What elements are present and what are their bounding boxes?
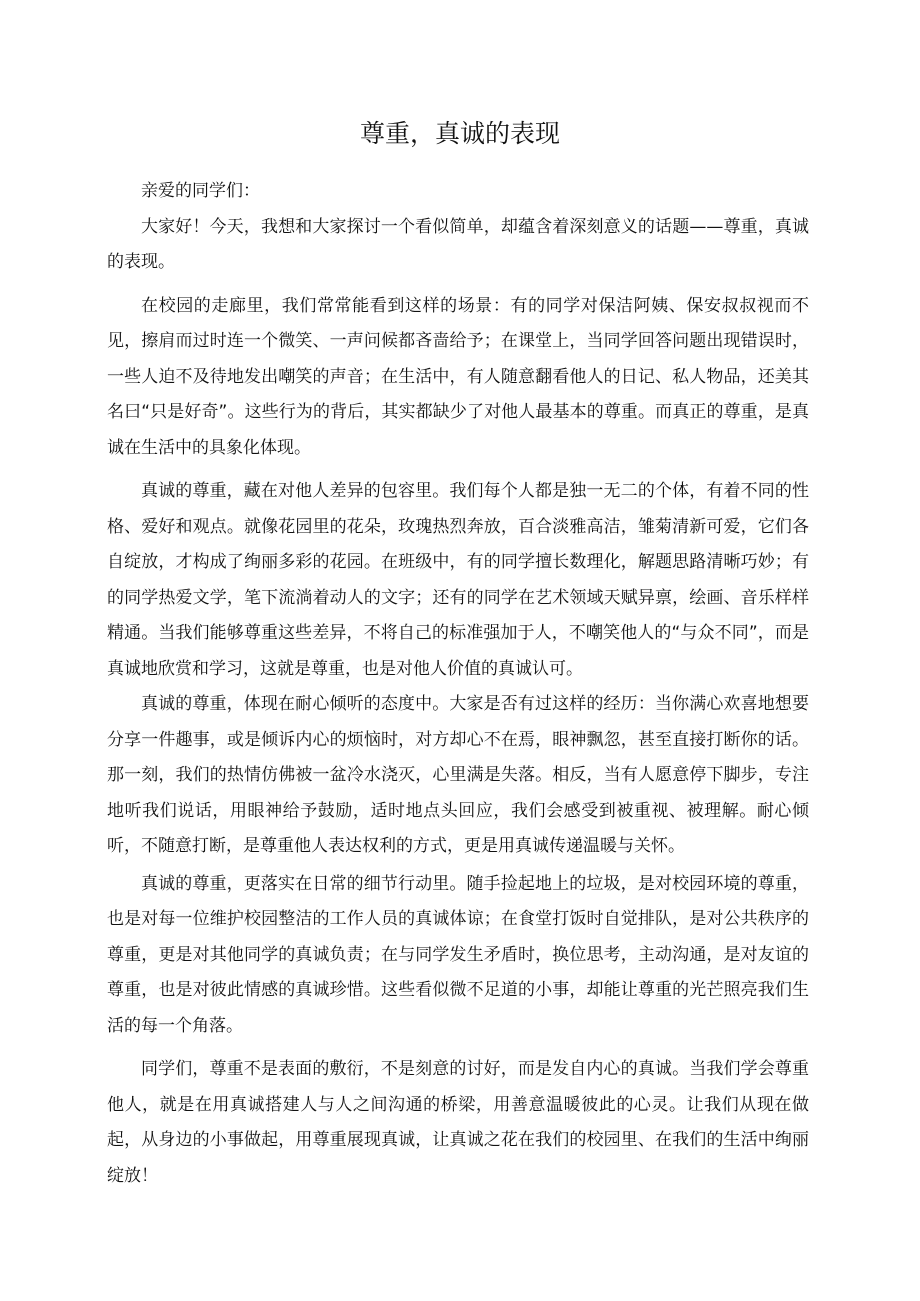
paragraph-details: 真诚的尊重，更落实在日常的细节行动里。随手捡起地上的垃圾，是对校园环境的尊重，也是对每一位维护校园整洁的工作人员的真诚体谅；在食堂打饭时自觉排队，是对公共秩序的尊重，更是对其他同学的真诚负责；在与同学发生矛盾时，换位思考，主动沟通，是对友谊的尊重，也是对彼此情感的真诚珍惜。这些看似微不足道的小事，却能让尊重的光芒照亮我们生活的每一个角落。 xyxy=(107,873,809,1036)
paragraph-greeting: 亲爱的同学们： xyxy=(141,181,260,201)
paragraph-scenes: 在校园的走廊里，我们常常能看到这样的场景：有的同学对保洁阿姨、保安叔叔视而不见，擦肩而过时连一个微笑、一声问候都吝啬给予；在课堂上，当同学回答问题出现错误时，一些人迫不及待地发出嘲笑的声音；在生活中，有人随意翻看他人的日记、私人物品，还美其名曰“只是好奇”。这些行为的背后，其实都缺少了对他人最基本的尊重。而真正的尊重，是真诚在生活中的具象化体现。 xyxy=(107,295,809,458)
paragraph-difference: 真诚的尊重，藏在对他人差异的包容里。我们每个人都是独一无二的个体，有着不同的性格、爱好和观点。就像花园里的花朵，玫瑰热烈奔放，百合淡雅高洁，雏菊清新可爱，它们各自绽放，才构成了绚丽多彩的花园。在班级中，有的同学擅长数理化，解题思路清晰巧妙；有的同学热爱文学，笔下流淌着动人的文字；还有的同学在艺术领域天赋异禀，绘画、音乐样样精通。当我们能够尊重这些差异，不将自己的标准强加于人，不嘲笑他人的“与众不同”，而是真诚地欣赏和学习，这就是尊重，也是对他人价值的真诚认可。 xyxy=(107,481,809,679)
document-title: 尊重，真诚的表现 xyxy=(359,119,560,148)
paragraph-conclusion: 同学们，尊重不是表面的敷衍，不是刻意的讨好，而是发自内心的真诚。当我们学会尊重他人，就是在用真诚搭建人与人之间沟通的桥梁，用善意温暖彼此的心灵。让我们从现在做起，从身边的小事做起，用尊重展现真诚，让真诚之花在我们的校园里、在我们的生活中绚丽绽放！ xyxy=(107,1059,809,1186)
paragraph-opening: 大家好！今天，我想和大家探讨一个看似简单，却蕴含着深刻意义的话题——尊重，真诚的表现。 xyxy=(107,216,809,272)
paragraph-listening: 真诚的尊重，体现在耐心倾听的态度中。大家是否有过这样的经历：当你满心欢喜地想要分享一件趣事，或是倾诉内心的烦恼时，对方却心不在焉，眼神飘忽，甚至直接打断你的话。那一刻，我们的热情仿佛被一盆冷水浇灭，心里满是失落。相反，当有人愿意停下脚步，专注地听我们说话，用眼神给予鼓励，适时地点头回应，我们会感受到被重视、被理解。耐心倾听，不随意打断，是尊重他人表达权利的方式，更是用真诚传递温暖与关怀。 xyxy=(107,694,809,856)
document-body xyxy=(107,174,809,1194)
